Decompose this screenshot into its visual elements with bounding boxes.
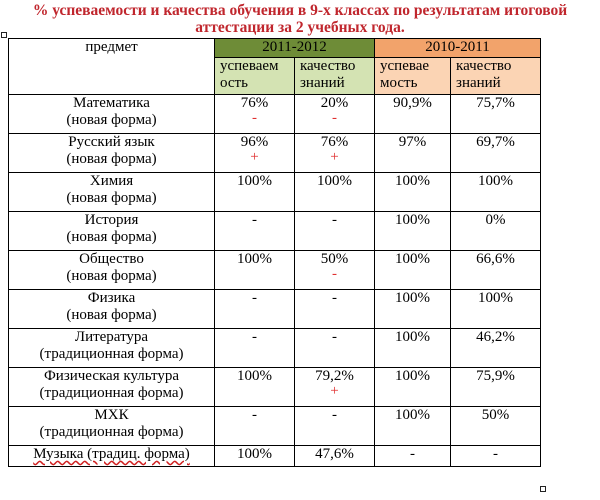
cell-value: 100% (395, 329, 431, 345)
subject-cell (9, 407, 215, 446)
cell-value: 50% (481, 407, 510, 423)
cell-value: 47,6% (315, 446, 354, 462)
value-2011-quality (451, 329, 541, 368)
value-2012-success (215, 290, 295, 329)
subject-cell (9, 173, 215, 212)
value-2011-success (375, 407, 451, 446)
table-row (9, 134, 541, 173)
table-row (9, 368, 541, 407)
cell-value: 100% (237, 368, 272, 384)
cell-value: 100% (395, 173, 431, 189)
value-2011-quality (451, 446, 541, 467)
table-resize-handle[interactable] (540, 486, 546, 492)
subject-cell (9, 290, 215, 329)
subject-form: (новая форма) (66, 112, 157, 128)
value-2012-success (215, 407, 295, 446)
change-mark: - (332, 110, 337, 126)
value-2011-quality (451, 95, 541, 134)
value-2011-quality (451, 173, 541, 212)
subject-cell (9, 95, 215, 134)
cell-value: 46,2% (476, 329, 515, 345)
cell-value: 75,7% (476, 95, 515, 111)
year-2011-header: 2010-2011 (375, 39, 541, 58)
results-table (8, 38, 541, 467)
value-2011-success (375, 329, 451, 368)
subject-form: (новая форма) (66, 229, 157, 245)
subject-name: Математика (73, 95, 150, 111)
cell-value: 100% (237, 446, 272, 462)
value-2011-success (375, 290, 451, 329)
change-mark: - (332, 266, 337, 282)
cell-value: 100% (478, 290, 514, 306)
cell-value: 100% (395, 212, 431, 228)
cell-value: - (332, 290, 337, 306)
value-2011-quality (451, 290, 541, 329)
cell-value: 69,7% (476, 134, 515, 150)
value-2011-quality (451, 212, 541, 251)
cell-value: 97% (398, 134, 427, 150)
cell-value: 100% (395, 290, 431, 306)
subject-name: Музыка (традиц. форма) (33, 446, 190, 462)
subheader-2011-quality: качество знаний (451, 58, 541, 95)
cell-value: 0% (485, 212, 506, 228)
table-row (9, 446, 541, 467)
value-2011-quality (451, 407, 541, 446)
cell-value: 79,2% (315, 368, 354, 384)
cell-value: - (252, 407, 257, 423)
cell-value: 100% (237, 251, 272, 267)
value-2012-quality (295, 134, 375, 173)
cell-value: 96% (240, 134, 269, 150)
table-row (9, 173, 541, 212)
subject-form: (традиционная форма) (39, 346, 184, 362)
value-2012-success (215, 329, 295, 368)
subject-cell (9, 212, 215, 251)
subject-cell (9, 446, 215, 467)
subject-name: Общество (79, 251, 144, 267)
cell-value: 75,9% (476, 368, 515, 384)
table-body (9, 95, 541, 467)
cell-value: - (410, 446, 416, 462)
subject-name: Русский язык (68, 134, 155, 150)
subject-cell (9, 329, 215, 368)
value-2012-quality (295, 446, 375, 467)
subheader-2012-quality: качество знаний (295, 58, 375, 95)
cell-value: 76% (320, 134, 349, 150)
cell-value: 20% (320, 95, 349, 111)
subject-form: (новая форма) (66, 307, 157, 323)
cell-value: 100% (395, 407, 431, 423)
value-2012-quality (295, 368, 375, 407)
cell-value: - (252, 290, 257, 306)
table-row (9, 212, 541, 251)
subheader-2012-success: успеваем ость (215, 58, 295, 95)
value-2011-quality (451, 368, 541, 407)
cell-value: 90,9% (393, 95, 432, 111)
cell-value: - (332, 212, 337, 228)
subject-form: (новая форма) (66, 268, 157, 284)
subject-name: Литература (74, 329, 149, 345)
title-line-1: % успеваемости и качества обучения в 9-х классах по результатам итоговой (32, 2, 568, 19)
subject-form: (новая форма) (66, 151, 157, 167)
value-2012-success (215, 368, 295, 407)
table-row (9, 95, 541, 134)
subject-cell (9, 134, 215, 173)
table-row (9, 290, 541, 329)
value-2011-success (375, 368, 451, 407)
value-2011-quality (451, 134, 541, 173)
cell-value: 76% (240, 95, 269, 111)
value-2012-success (215, 212, 295, 251)
title-line-2: аттестации за 2 учебных года. (195, 19, 405, 36)
value-2012-quality (295, 173, 375, 212)
value-2012-quality (295, 95, 375, 134)
table-move-handle[interactable] (1, 32, 7, 38)
value-2011-success (375, 95, 451, 134)
cell-value: 100% (317, 173, 352, 189)
cell-value: - (332, 407, 337, 423)
value-2012-success (215, 95, 295, 134)
value-2011-success (375, 251, 451, 290)
value-2012-success (215, 251, 295, 290)
table-header-row (9, 39, 541, 58)
value-2012-success (215, 173, 295, 212)
change-mark: + (250, 149, 259, 165)
value-2012-success (215, 446, 295, 467)
value-2012-quality (295, 407, 375, 446)
value-2012-quality (295, 251, 375, 290)
subject-form: (традиционная форма) (39, 424, 184, 440)
subject-name: История (84, 212, 139, 228)
subject-name: Физическая культура (43, 368, 180, 384)
cell-value: 50% (320, 251, 349, 267)
value-2012-success (215, 134, 295, 173)
cell-value: 100% (237, 173, 272, 189)
subject-name: Физика (87, 290, 136, 306)
change-mark: + (330, 149, 339, 165)
subject-cell (9, 251, 215, 290)
value-2012-quality (295, 290, 375, 329)
value-2011-quality (451, 251, 541, 290)
subject-form: (традиционная форма) (39, 385, 184, 401)
change-mark: + (330, 383, 339, 399)
cell-value: - (493, 446, 499, 462)
value-2011-success (375, 446, 451, 467)
subject-form: (новая форма) (66, 190, 157, 206)
cell-value: 100% (395, 251, 431, 267)
subject-name: МХК (94, 407, 129, 423)
value-2011-success (375, 212, 451, 251)
cell-value: - (252, 212, 257, 228)
subheader-2011-success: успевае мость (375, 58, 451, 95)
cell-value: 100% (395, 368, 431, 384)
table-row (9, 251, 541, 290)
cell-value: - (332, 329, 337, 345)
value-2012-quality (295, 212, 375, 251)
subject-name: Химия (89, 173, 134, 189)
subject-cell (9, 368, 215, 407)
subject-header: предмет (9, 39, 215, 95)
cell-value: 66,6% (476, 251, 515, 267)
change-mark: - (252, 110, 257, 126)
value-2012-quality (295, 329, 375, 368)
value-2011-success (375, 134, 451, 173)
table-row (9, 407, 541, 446)
year-2012-header: 2011-2012 (215, 39, 375, 58)
value-2011-success (375, 173, 451, 212)
document-title (0, 2, 600, 36)
cell-value: 100% (478, 173, 514, 189)
table-row (9, 329, 541, 368)
cell-value: - (252, 329, 257, 345)
